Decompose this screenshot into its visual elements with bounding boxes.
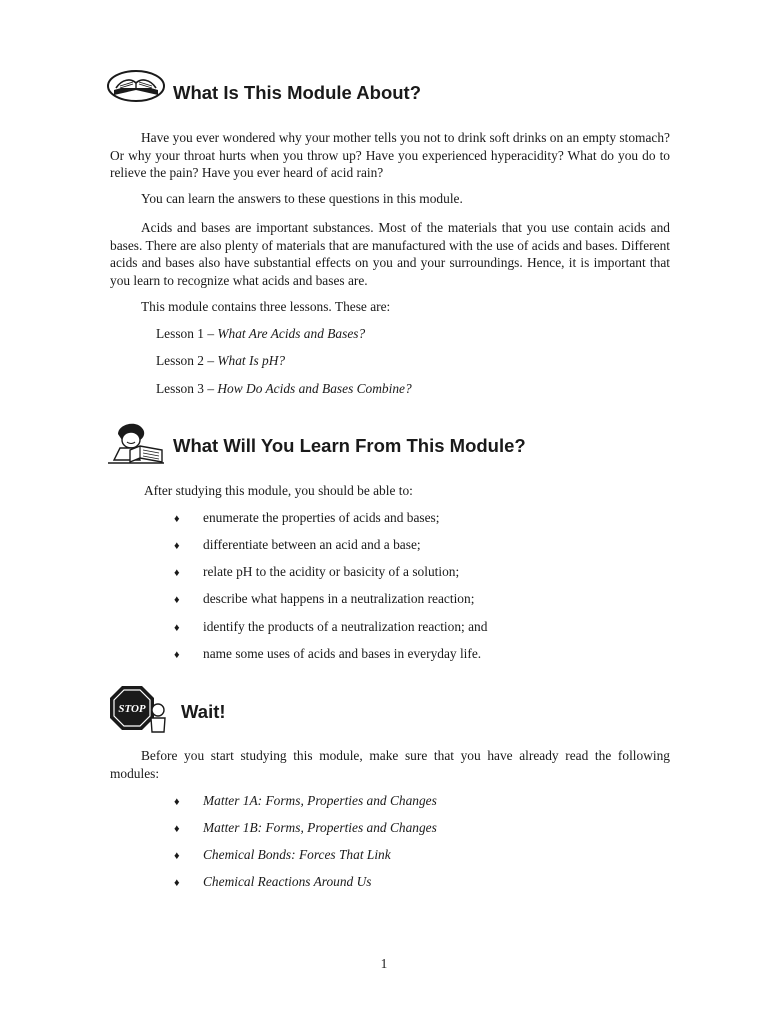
bullet-diamond-icon: ♦ xyxy=(174,823,180,835)
section-heading-learn: What Will You Learn From This Module? xyxy=(173,435,526,456)
bullet-diamond-icon: ♦ xyxy=(174,622,180,634)
about-paragraph-3: Acids and bases are important substances. Most of the materials that you use contain acids and bases. There are also plenty of materials that are manufactured with the use of acids and bases. Different acids and bases also have substantial effects on you and your surroundings. Hence, it is important that you learn to recognize what acids and bases are. xyxy=(110,220,670,288)
lesson-label: Lesson 1 – xyxy=(156,326,215,341)
lesson-label: Lesson 3 – xyxy=(156,381,215,396)
bullet-diamond-icon: ♦ xyxy=(174,540,180,552)
objective-item: name some uses of acids and bases in everyday life. xyxy=(203,646,482,661)
bullet-diamond-icon: ♦ xyxy=(174,594,180,606)
page-number: 1 xyxy=(380,956,388,971)
prerequisite-module: Matter 1A: Forms, Properties and Changes xyxy=(203,793,437,808)
lesson-title: How Do Acids and Bases Combine? xyxy=(217,381,412,396)
objective-item: relate pH to the acidity or basicity of a solution; xyxy=(203,564,460,579)
prerequisite-module: Chemical Bonds: Forces That Link xyxy=(203,847,391,862)
lesson-item xyxy=(156,352,285,370)
learn-intro: After studying this module, you should be able to: xyxy=(144,483,413,498)
objective-item: identify the products of a neutralization reaction; and xyxy=(203,619,488,634)
lesson-item xyxy=(156,380,412,398)
section-heading-about: What Is This Module About? xyxy=(173,82,422,103)
lesson-title: What Is pH? xyxy=(217,353,286,368)
section-heading-wait: Wait! xyxy=(181,701,226,722)
bullet-diamond-icon: ♦ xyxy=(174,513,180,525)
objective-item: enumerate the properties of acids and bases; xyxy=(203,510,440,525)
about-paragraph-2: You can learn the answers to these questions in this module. xyxy=(141,191,463,206)
bullet-diamond-icon: ♦ xyxy=(174,850,180,862)
objective-item: describe what happens in a neutralization reaction; xyxy=(203,591,475,606)
lesson-item xyxy=(156,325,365,343)
stop-sign-text: STOP xyxy=(118,703,146,715)
prerequisite-module: Chemical Reactions Around Us xyxy=(203,874,372,889)
prerequisite-module: Matter 1B: Forms, Properties and Changes xyxy=(203,820,437,835)
objective-item: differentiate between an acid and a base; xyxy=(203,537,421,552)
about-paragraph-1: Have you ever wondered why your mother tells you not to drink soft drinks on an empty stomach? Or why your throat hurts when you throw up? Have you experienced hyperacidity? What do you do to relieve the pain? Have you ever heard of acid rain? xyxy=(110,130,670,180)
bullet-diamond-icon: ♦ xyxy=(174,567,180,579)
bullet-diamond-icon: ♦ xyxy=(174,877,180,889)
about-paragraph-4: This module contains three lessons. These are: xyxy=(141,299,391,314)
bullet-diamond-icon: ♦ xyxy=(174,649,180,661)
bullet-diamond-icon: ♦ xyxy=(174,796,180,808)
lesson-title: What Are Acids and Bases? xyxy=(217,326,366,341)
lesson-label: Lesson 2 – xyxy=(156,353,215,368)
wait-paragraph: Before you start studying this module, make sure that you have already read the following modules: xyxy=(110,748,670,781)
student-reading-icon xyxy=(106,420,166,466)
open-book-icon xyxy=(106,66,166,104)
stop-sign-icon xyxy=(106,684,168,734)
